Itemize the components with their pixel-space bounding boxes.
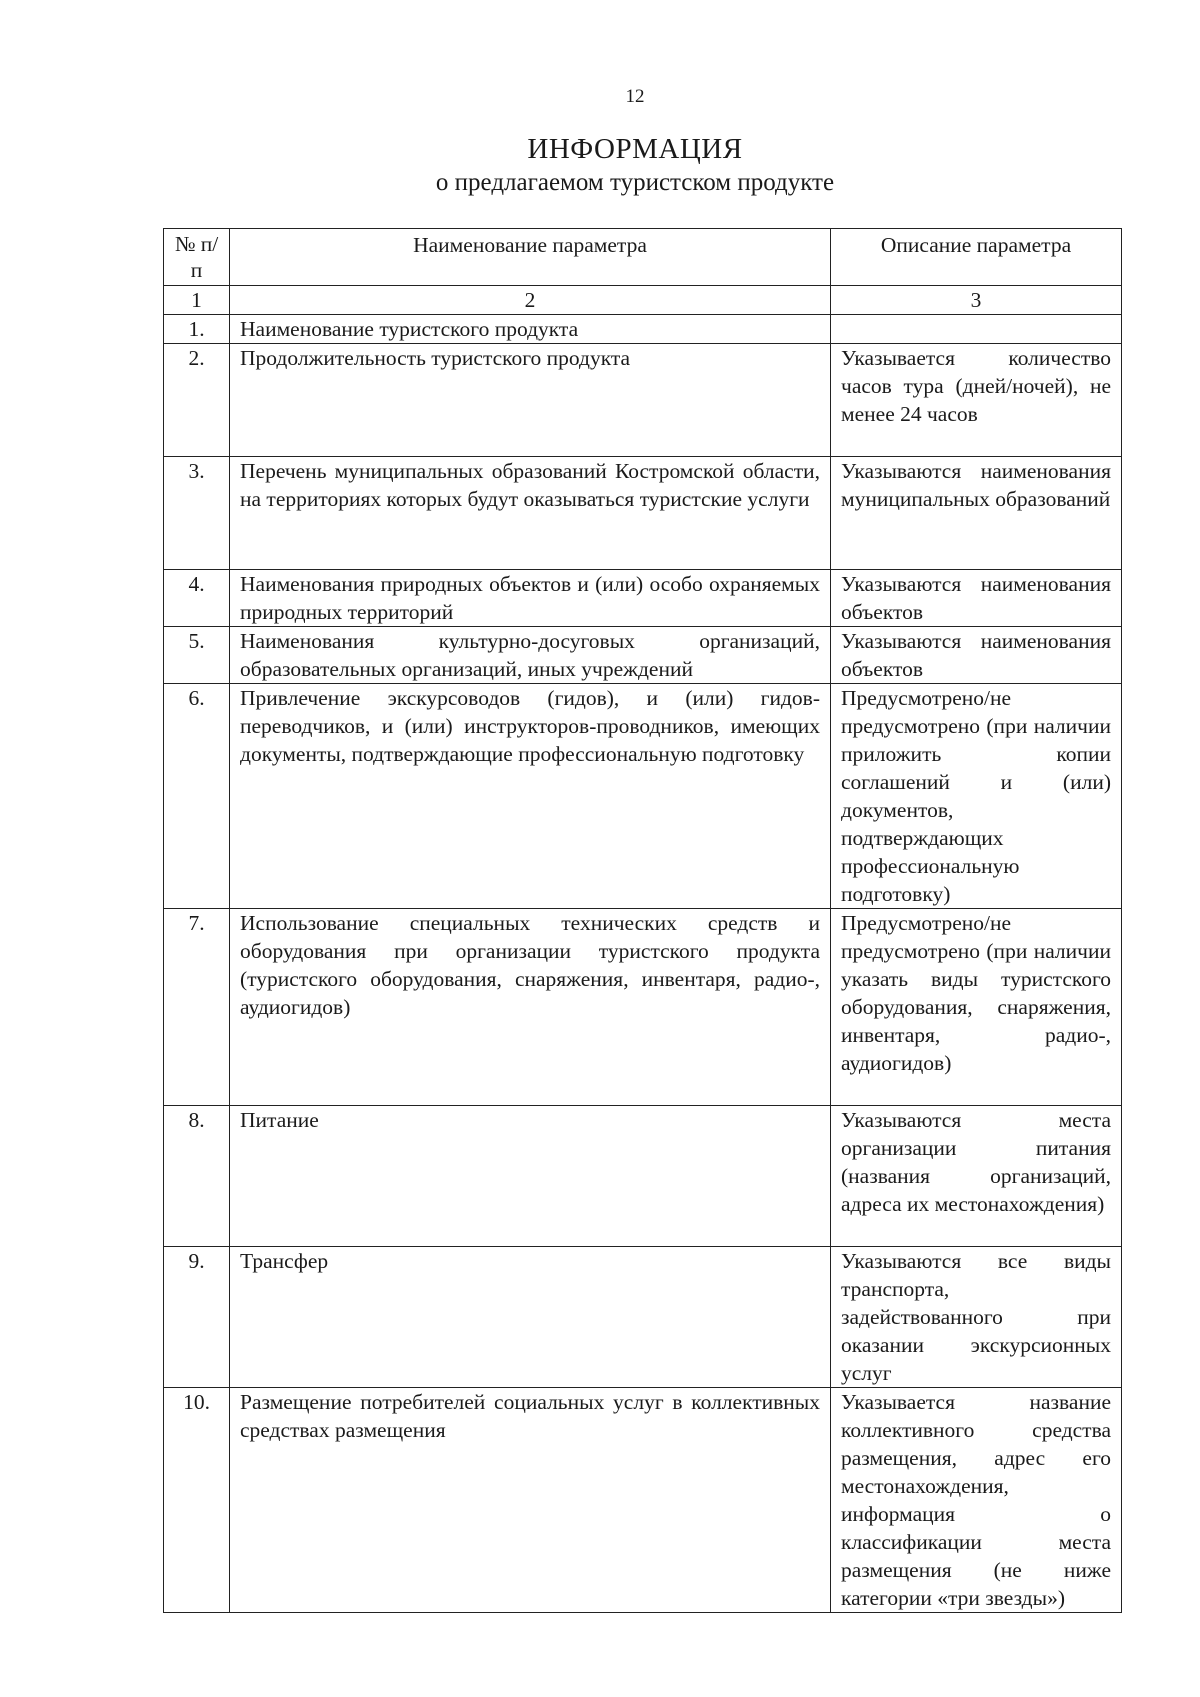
table-row <box>164 570 1122 627</box>
row-number: 2. <box>164 344 230 457</box>
row-number: 10. <box>164 1388 230 1613</box>
row-number: 9. <box>164 1247 230 1388</box>
table-row <box>164 627 1122 684</box>
parameter-name: Питание <box>230 1106 831 1247</box>
parameter-name: Трансфер <box>230 1247 831 1388</box>
parameter-description: Указывается количество часов тура (дней/ночей), не менее 24 часов <box>831 344 1122 457</box>
table-row <box>164 315 1122 344</box>
column-number-row <box>164 286 1122 315</box>
parameter-description: Указываются места организации питания (названия организаций, адреса их местонахождения) <box>831 1106 1122 1247</box>
row-number: 6. <box>164 684 230 909</box>
parameters-table <box>163 228 1122 1613</box>
row-number: 4. <box>164 570 230 627</box>
table-row <box>164 457 1122 570</box>
parameter-name: Привлечение экскурсоводов (гидов), и (или) гидов-переводчиков, и (или) инструкторов-проводников, имеющих документы, подтверждающие профессиональную подготовку <box>230 684 831 909</box>
header-name: Наименование параметра <box>230 229 831 286</box>
parameter-name: Наименование туристского продукта <box>230 315 831 344</box>
parameter-description: Указывается название коллективного средства размещения, адрес его местонахождения, информация о классификации места размещения (не ниже категории «три звезды») <box>831 1388 1122 1613</box>
table-header-row <box>164 229 1122 286</box>
row-number: 1. <box>164 315 230 344</box>
parameter-name: Наименования культурно-досуговых организаций, образовательных организаций, иных учреждений <box>230 627 831 684</box>
parameter-name: Использование специальных технических средств и оборудования при организации туристского продукта (туристского оборудования, снаряжения, инвентаря, радио-, аудиогидов) <box>230 909 831 1106</box>
table-row <box>164 1247 1122 1388</box>
row-number: 5. <box>164 627 230 684</box>
column-number-2: 2 <box>230 286 831 315</box>
parameter-name: Наименования природных объектов и (или) особо охраняемых природных территорий <box>230 570 831 627</box>
page-number: 12 <box>625 86 645 107</box>
column-number-1: 1 <box>164 286 230 315</box>
parameter-description: Указываются все виды транспорта, задействованного при оказании экскурсионных услуг <box>831 1247 1122 1388</box>
table-row <box>164 1388 1122 1613</box>
parameter-description: Указываются наименования объектов <box>831 627 1122 684</box>
parameter-description <box>831 315 1122 344</box>
column-number-3: 3 <box>831 286 1122 315</box>
document-title: ИНФОРМАЦИЯ <box>527 133 743 165</box>
parameter-description: Указываются наименования объектов <box>831 570 1122 627</box>
parameter-name: Размещение потребителей социальных услуг в коллективных средствах размещения <box>230 1388 831 1613</box>
row-number: 7. <box>164 909 230 1106</box>
table-row <box>164 344 1122 457</box>
parameter-description: Предусмотрено/не предусмотрено (при наличии приложить копии соглашений и (или) документов, подтверждающих профессиональную подготовку) <box>831 684 1122 909</box>
header-desc: Описание параметра <box>831 229 1122 286</box>
parameter-description: Предусмотрено/не предусмотрено (при наличии указать виды туристского оборудования, снаряжения, инвентаря, радио-, аудиогидов) <box>831 909 1122 1106</box>
table-row <box>164 909 1122 1106</box>
table-row <box>164 684 1122 909</box>
document-subtitle: о предлагаемом туристском продукте <box>435 169 835 196</box>
parameter-name: Продолжительность туристского продукта <box>230 344 831 457</box>
row-number: 3. <box>164 457 230 570</box>
table-row <box>164 1106 1122 1247</box>
parameter-name: Перечень муниципальных образований Костромской области, на территориях которых будут оказываться туристские услуги <box>230 457 831 570</box>
header-num: № п/п <box>164 229 230 286</box>
row-number: 8. <box>164 1106 230 1247</box>
parameter-description: Указываются наименования муниципальных образований <box>831 457 1122 570</box>
